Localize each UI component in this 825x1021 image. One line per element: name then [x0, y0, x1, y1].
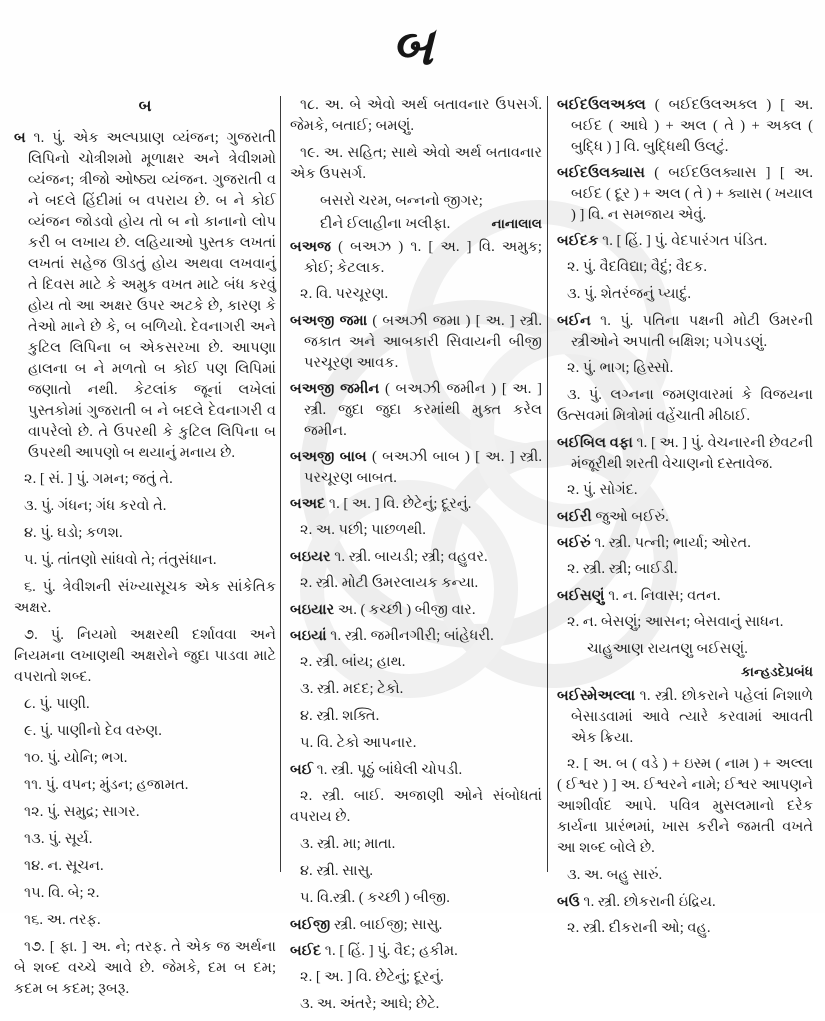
dictionary-entry: બઅદ ૧. [ અ. ] વિ. છેટેનું; દૂરનું.	[290, 496, 472, 512]
sense-line: ૫. વિ.સ્ત્રી. ( કચ્છી ) બીજી.	[300, 890, 450, 906]
headword: બઇયાં	[290, 628, 327, 644]
sense-line: ૨. [ અ. ] વિ. છેટેનું; દૂરનું.	[300, 969, 444, 985]
dictionary-entry: બઈદઉલઅક્લ ( બઈદઉલઅક્લ ) [ અ. બઈદ ( આઘે ) + અલ ( તે ) + અક્લ ( બુદ્ધિ ) ] વિ. બુદ્ધિથી ઉલટું.	[557, 97, 813, 155]
dictionary-entry: બઅજી બાબ ( બઅઝી બાબ ) [ અ. ] સ્ત્રી. પરચૂરણ બાબત.	[290, 449, 542, 486]
sense-line: ૧૮. અ. બે એવો અર્થ બતાવનાર ઉપસર્ગ. જેમકે, બતાઈ; બમણું.	[290, 97, 542, 134]
sense-line: ૨. સ્ત્રી. મોટી ઉમરલાયક કન્યા.	[300, 575, 479, 591]
sense-line: ૨. [ અ. બ ( વડે ) + ઇસ્મ ( નામ ) + અલ્લા ( ઈશ્વર ) ] અ. ઈશ્વરને નામે; ઈશ્વર આપણને આશીર્વાદ આપે. પવિત્ર મુસલમાનો દરેક કાર્યના પ્રારંભમાં, ખાસ કરીને જમતી વખતે આ શબ્દ બોલે છે.	[557, 756, 813, 857]
sense-line: ૧૦. પું. યોનિ; ભગ.	[24, 750, 128, 767]
quote-line: ચાહુઆણ રાયતણુ બઈસણું.	[587, 641, 748, 657]
sense-line: ૩. પું. ગંધન; ગંધ કરવો તે.	[24, 498, 167, 515]
headword: બઈસ્મેઅલ્લા	[557, 688, 636, 705]
dictionary-entry: બઇયર ૧. સ્ત્રી. બાયડી; સ્ત્રી; વહુવર.	[290, 549, 488, 565]
dictionary-entry: બઈસણું ૧. ન. નિવાસ; વતન.	[557, 588, 721, 604]
attribution: નાનાલાલ	[491, 216, 542, 231]
headword: બઅજી જમીન	[290, 381, 380, 397]
column-2	[290, 95, 542, 1021]
dictionary-entry: બઈન ૧. પું. પતિના પક્ષની મોટી ઉમરની સ્ત્રીઓને અપાતી બક્ષિશ; પગેપડણું.	[557, 313, 813, 350]
headword: બ	[14, 130, 26, 147]
sense-line: ૨. ન. બેસણું; આસન; બેસવાનું સાધન.	[567, 614, 784, 630]
sense-line: ૩. સ્ત્રી. મા; માતા.	[300, 836, 396, 852]
dictionary-entry: બઈરી જુઓ બઈરું.	[557, 509, 669, 525]
quote-line: દીને ઈલાહીના ખલીફા. નાનાલાલ	[320, 216, 542, 232]
headword: બઈદઉલઅક્લ	[557, 97, 646, 113]
headword: બઈજી	[290, 917, 331, 933]
sense-line: ૮. પું. પાણી.	[24, 696, 90, 713]
headword: બઈદઉલક્યાસ	[557, 165, 646, 181]
sense-line: ૪. સ્ત્રી. શક્તિ.	[300, 708, 380, 724]
sense-line: ૨. પું. ભાગ; હિસ્સો.	[567, 360, 674, 376]
headword: બઈરી	[557, 509, 592, 525]
headword: બઈદ	[290, 943, 322, 959]
headword: બઈ	[290, 762, 313, 778]
dictionary-entry: બઈદક ૧. [ હિં. ] પું. વેદપારંગત પંડિત.	[557, 233, 768, 249]
page-section-letter: બ	[391, 19, 434, 76]
dictionary-entry: બઈબિલ વફા ૧. [ અ. ] પું. વેચનારની છેવટની મંજૂરીથી શરતી વેચાણનો દસ્તાવેજ.	[557, 435, 813, 472]
dictionary-entry: બઇયાં ૧. સ્ત્રી. જમીનગીરી; બાંહેધરી.	[290, 628, 494, 644]
sense-line: ૩. અ. બહુ સારું.	[567, 867, 663, 884]
sense-line: ૧૨. પું. સમુદ્ર; સાગર.	[24, 804, 140, 821]
sense-line: ૧૬. અ. તરફ.	[24, 912, 101, 929]
sense-line: ૧૫. વિ. બે; ૨.	[24, 885, 100, 902]
column-3	[557, 95, 813, 945]
sense-line: ૫. પું. તાંતણો સાંધવો તે; તંતુસંધાન.	[24, 552, 217, 569]
sense-line: ૨. સ્ત્રી. બાંય; હાથ.	[300, 654, 406, 670]
sense-line: ૧૯. અ. સહિત; સાથે એવો અર્થ બતાવનાર એક ઉપસર્ગ.	[290, 145, 542, 182]
attribution-line: કાન્હડદેપ્રબંધ	[741, 664, 813, 679]
headword: બઅદ	[290, 496, 326, 512]
sense-line: ૭. પું. નિયમો અક્ષરથી દર્શાવવા અને નિયમના લખાણથી અક્ષરોને જુદા પાડવા માટે વપરાતો શબ્દ.	[14, 627, 276, 686]
sense-line: ૨. વિ. પરચૂરણ.	[300, 286, 389, 302]
sense-line: ૪. પું. ઘડો; કળશ.	[24, 525, 123, 542]
headword: બઇયર	[290, 549, 331, 565]
dictionary-entry: બઇયાર અ. ( કચ્છી ) બીજી વાર.	[290, 602, 476, 618]
dictionary-entry: બ ૧. પું. એક અલ્પપ્રાણ વ્યંજન; ગુજરાતી લિપિનો ચોત્રીશમો મૂળાક્ષર અને ત્રેવીશમો વ્યંજન; ત્રીજો ઓષ્ઠ્ય વ્યંજન. ગુજરાતી વ ને બદલે હિંદીમાં બ વપરાય છે. બ ને કોઈ વ્યંજન જોડવો હોય તો બ નો કાનાનો લોપ કરી બ લખાય છે. લહિયાઓ પુસ્તક લખતાં લખતાં સહેજ ઊડતું હોય અથવા લખવાનું તે દિવસ માટે કે અમુક વખત માટે બંધ કરવું હોય તો આ અક્ષર ઉપર અટકે છે, કારણ કે તેઓ માને છે કે, બ બળિયો. દેવનાગરી અને કુટિલ લિપિના બ એકસરખા છે. આપણા હાલના બ ને મળતો બ કોઈ પણ લિપિમાં જણાતો નથી. કેટલાંક જૂનાં લખેલાં પુસ્તકોમાં ગુજરાતી બ ને બદલે દેવનાગરી વ વાપરેલો છે. તે ઉપરથી કે કુટિલ લિપિના બ ઉપરથી આપણો બ થયાનું મનાય છે.	[14, 130, 276, 462]
headword: બઈદક	[557, 233, 599, 249]
sense-line: ૩. પું. શેતરંજનું પ્યાદું.	[567, 286, 692, 302]
dictionary-entry: બઅજી જમા ( બઅઝી જમા ) [ અ. ] સ્ત્રી. જકાત અને આબકારી સિવાયની બીજી પરચૂરણ આવક.	[290, 313, 543, 371]
dictionary-entry: બઈદઉલક્યાસ ( બઈદઉલક્યાસ ] [ અ. બઈદ ( દૂર ) + અલ ( તે ) + ક્યાસ ( ખયાલ ) ] વિ. ન સમજાય એવું.	[557, 165, 813, 223]
sense-line: ૨. [ સં. ] પું. ગમન; જતું તે.	[24, 471, 173, 488]
sense-line: ૨. અ. પછી; પાછળથી.	[300, 522, 426, 538]
sense-line: ૬. પું. ત્રેવીશની સંખ્યાસૂચક એક સાંકેતિક અક્ષર.	[14, 579, 276, 617]
headword: બઈન	[557, 313, 591, 329]
column-divider	[280, 96, 281, 872]
headword: બઈબિલ વફા	[557, 435, 633, 451]
column-1	[14, 95, 276, 1006]
headword: બઉ	[557, 894, 580, 911]
sense-line: ૪. સ્ત્રી. સાસુ.	[300, 863, 374, 879]
sense-line: ૧૧. પું. વપન; મુંડન; હજામત.	[24, 777, 189, 794]
sense-line: ૩. સ્ત્રી. મદદ; ટેકો.	[300, 681, 404, 697]
sense-line: ૨. પું. સોગંદ.	[567, 482, 638, 498]
column-heading: બ	[138, 98, 152, 115]
sense-line: ૨. સ્ત્રી. દીકરાની ઓ; વહુ.	[567, 920, 711, 937]
headword: બઅજી જમા	[290, 313, 368, 329]
dictionary-entry: બઈરું ૧. સ્ત્રી. પત્ની; ભાર્યા; ઓરત.	[557, 535, 751, 551]
sense-line: ૨. સ્ત્રી. બાઈ. અજાણી ઓને સંબોધતાં વપરાય છે.	[290, 788, 542, 825]
headword: બઇયાર	[290, 602, 335, 618]
sense-line: ૩. અ. અંતરે; આઘે; છેટે.	[300, 996, 440, 1012]
dictionary-entry: બઈદ ૧. [ હિં. ] પું. વૈદ; હકીમ.	[290, 943, 458, 959]
headword: બઈસણું	[557, 588, 605, 604]
dictionary-entry: બઅજ ( બઅઝ ) ૧. [ અ. ] વિ. અમુક; કોઈ; કેટલાક.	[290, 239, 542, 276]
dictionary-entry: બઉ ૧. સ્ત્રી. છોકરાની ઇંદ્રિય.	[557, 894, 716, 911]
dictionary-entry: બઈ ૧. સ્ત્રી. પૂઠું બાંધેલી ચોપડી.	[290, 762, 463, 778]
sense-line: ૩. પું. લગ્નના જમણવારમાં કે વિજયના ઉત્સવમાં મિત્રોમાં વહેંચાતી મીઠાઈ.	[557, 387, 813, 424]
sense-line: ૨. સ્ત્રી. સ્ત્રી; બાઈડી.	[567, 561, 678, 577]
headword: બઅજ	[290, 239, 331, 255]
sense-line: ૯. પું. પાણીનો દેવ વરુણ.	[24, 723, 162, 740]
sense-line: ૫. વિ. ટેકો આપનાર.	[300, 735, 417, 751]
headword: બઅજી બાબ	[290, 449, 367, 465]
sense-line: ૧૪. ન. સૂચન.	[24, 858, 104, 875]
column-divider	[547, 96, 548, 872]
dictionary-entry: બઅજી જમીન ( બઅઝી જમીન ) [ અ. ] સ્ત્રી. જુદા જુદા કરમાંથી મુક્ત કરેલ જમીન.	[290, 381, 542, 439]
quote-line: બસરો ચરમ, બન્નનો જીગર;	[320, 193, 483, 209]
dictionary-entry: બઈજી સ્ત્રી. બાઈજી; સાસુ.	[290, 917, 443, 933]
sense-line: ૧૭. [ ફા. ] અ. ને; તરફ. તે એક જ અર્થના બે શબ્દ વચ્ચે આવે છે. જેમકે, દમ બ દમ; કદમ બ કદમ; રૂબરૂ.	[14, 939, 276, 998]
headword: બઈરું	[557, 535, 591, 551]
sense-line: ૧૩. પું. સૂર્ય.	[24, 831, 93, 848]
dictionary-entry: બઈસ્મેઅલ્લા ૧. સ્ત્રી. છોકરાને પહેલાં નિશાળે બેસાડવામાં આવે ત્યારે કરવામાં આવતી એક ક્રિયા.	[557, 688, 813, 747]
sense-line: ૨. પું. વૈદવિદ્યા; વૈદું; વૈદક.	[567, 259, 708, 275]
